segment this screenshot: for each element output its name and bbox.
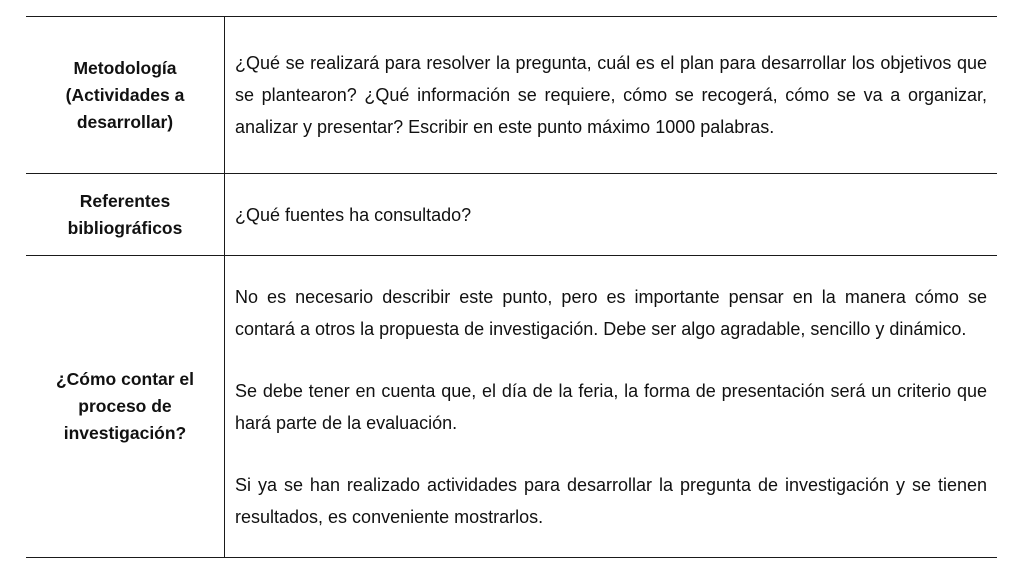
- row-label: [26, 17, 225, 174]
- content-paragraph: Si ya se han realizado actividades para desarrollar la pregunta de investigación y se tienen resultados, es conveniente mostrarlos.: [235, 474, 987, 527]
- row-content: [225, 17, 998, 174]
- content-paragraph: ¿Qué fuentes ha consultado?: [235, 204, 472, 225]
- row-content: [225, 256, 998, 558]
- document-table: [26, 16, 997, 558]
- row-label-line: investigación?: [63, 423, 187, 443]
- row-content: [225, 174, 998, 256]
- row-label: [26, 174, 225, 256]
- row-label-line: Metodología: [73, 57, 177, 78]
- row-label: [26, 256, 225, 558]
- row-label-line: proceso de: [78, 396, 172, 416]
- table-row-como-contar: [26, 256, 997, 558]
- table-row-metodologia: [26, 17, 997, 174]
- content-paragraph: No es necesario describir este punto, pero es importante pensar en la manera cómo se contará a otros la propuesta de investigación. Debe ser algo agradable, sencillo y dinámico.: [235, 286, 987, 339]
- content-paragraph: ¿Qué se realizará para resolver la pregunta, cuál es el plan para desarrollar los objetivos que se plantearon? ¿Qué información se requiere, cómo se recogerá, cómo se va a organizar, analizar y presentar? Escribir en este punto máximo 1000 palabras.: [235, 53, 987, 137]
- content-paragraph: Se debe tener en cuenta que, el día de la feria, la forma de presentación será un criterio que hará parte de la evaluación.: [235, 380, 987, 433]
- row-label-line: (Actividades a: [65, 84, 185, 105]
- row-label-line: desarrollar): [76, 111, 174, 132]
- row-label-line: bibliográficos: [67, 217, 183, 238]
- row-label-line: ¿Cómo contar el: [55, 369, 195, 389]
- table-row-referentes: [26, 174, 997, 256]
- row-label-line: Referentes: [79, 190, 171, 211]
